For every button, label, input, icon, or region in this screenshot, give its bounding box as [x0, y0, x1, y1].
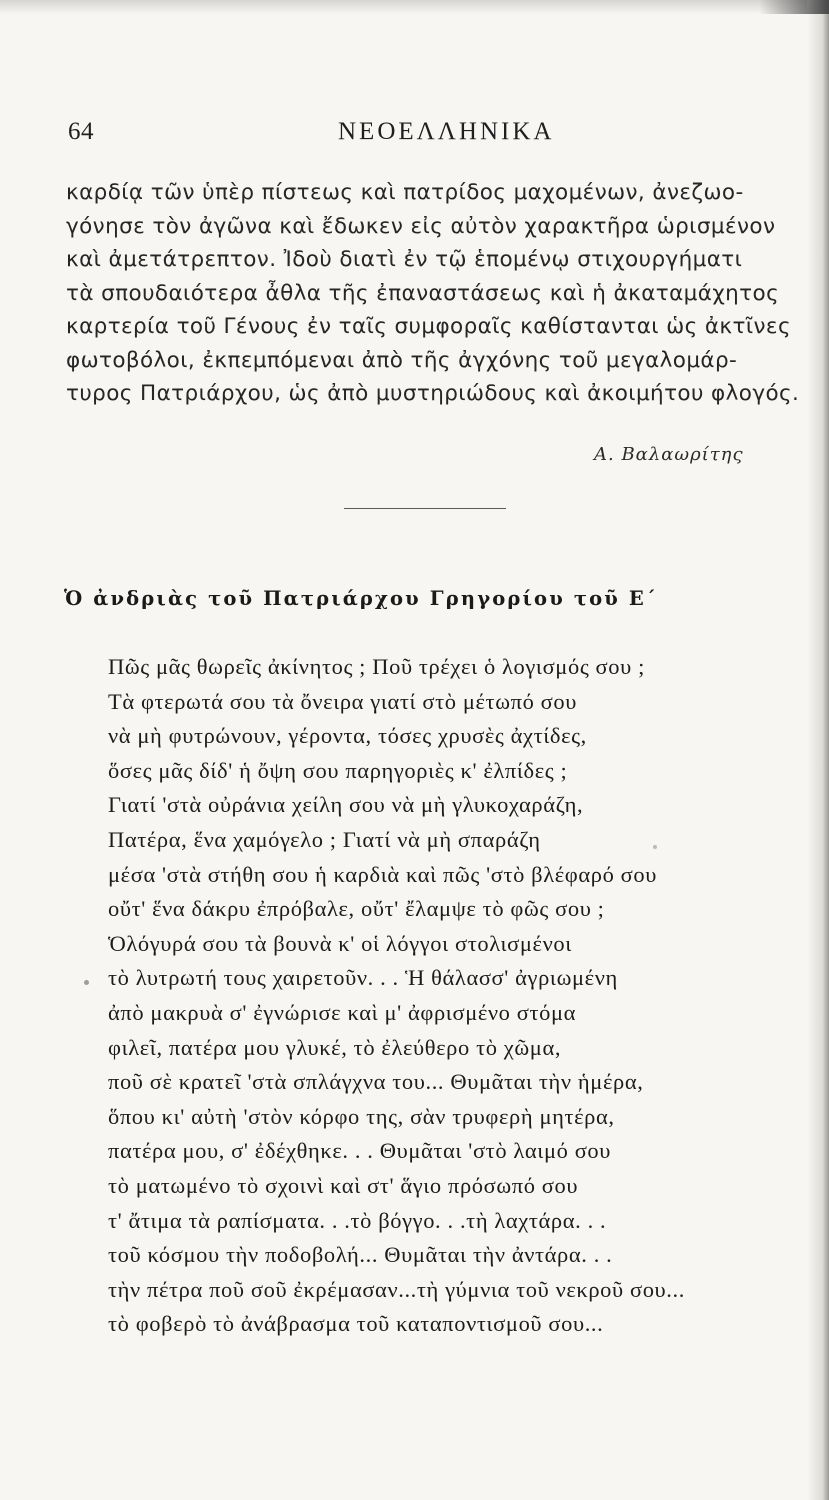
- poem-line: ὅπου κι' αὐτὴ 'στὸν κόρφο της, σὰν τρυφερὴ μητέρα,: [108, 1103, 615, 1129]
- running-head: ΝΕΟΕΛΛΗΝΙΚΑ: [338, 118, 555, 145]
- poem-line: τὸ ματωμένο τὸ σχοινὶ καὶ στ' ἅγιο πρόσωπό σου: [108, 1172, 579, 1198]
- poem-line: ὅσες μᾶς δίδ' ἡ ὄψη σου παρηγοριὲς κ' ἐλπίδες ;: [108, 757, 568, 783]
- poem-title: Ὁ ἀνδριὰς τοῦ Πατριάρχου Γρηγορίου τοῦ Ε΄: [64, 586, 658, 610]
- page-edge-shadow: [0, 0, 829, 14]
- poem-line: Ὁλόγυρά σου τὰ βουνὰ κ' οἱ λόγγοι στολισμένοι: [108, 930, 572, 956]
- prose-line: καρτερία τοῦ Γένους ἐν ταῖς συμφοραῖς καθίστανται ὡς ἀκτῖνες: [66, 314, 791, 339]
- poem-line: τὸ λυτρωτή τους χαιρετοῦν. . . Ἡ θάλασσ' ἀγριωμένη: [108, 965, 618, 991]
- poem-line: νὰ μὴ φυτρώνουν, γέροντα, τόσες χρυσὲς ἀχτίδες,: [108, 723, 587, 749]
- poem-line: Τὰ φτερωτά σου τὰ ὄνειρα γιατί στὸ μέτωπό σου: [108, 688, 577, 714]
- poem-line: οὔτ' ἕνα δάκρυ ἐπρόβαλε, οὔτ' ἔλαμψε τὸ φῶς σου ;: [108, 896, 605, 922]
- page-header: [68, 118, 768, 158]
- prose-line: γόνησε τὸν ἀγῶνα καὶ ἔδωκεν εἰς αὐτὸν χαρακτῆρα ὡρισμένον: [66, 213, 776, 239]
- author-signature: Α. Βαλαωρίτης: [594, 444, 744, 465]
- poem-line: ποῦ σὲ κρατεῖ 'στὰ σπλάγχνα του... Θυμᾶται τὴν ἡμέρα,: [108, 1069, 644, 1095]
- poem-line: τοῦ κόσμου τὴν ποδοβολή... Θυμᾶται τὴν ἀντάρα. . .: [108, 1242, 613, 1268]
- prose-line: τὰ σπουδαιότερα ἆθλα τῆς ἐπαναστάσεως καὶ ἡ ἀκαταμάχητος: [66, 280, 780, 306]
- prose-paragraph: [66, 176, 800, 411]
- poem-line: τὴν πέτρα ποῦ σοῦ ἐκρέμασαν...τὴ γύμνια τοῦ νεκροῦ σου...: [108, 1276, 685, 1302]
- poem-line: ἀπὸ μακρυὰ σ' ἐγνώρισε καὶ μ' ἀφρισμένο στόμα: [108, 999, 577, 1025]
- poem-body: [108, 650, 788, 1342]
- poem-line: πατέρα μου, σ' ἐδέχθηκε. . . Θυμᾶται 'στὸ λαιμό σου: [108, 1138, 612, 1164]
- poem-line: Γιατί 'στὰ οὐράνια χείλη σου νὰ μὴ γλυκοχαράζη,: [108, 792, 584, 818]
- prose-line: καὶ ἀμετάτρεπτον. Ἰδοὺ διατὶ ἐν τῷ ἑπομένῳ στιχουργήματι: [66, 247, 743, 272]
- poem-line: μέσα 'στὰ στήθη σου ἡ καρδιὰ καὶ πῶς 'στὸ βλέφαρό σου: [108, 861, 657, 887]
- poem-line: Πῶς μᾶς θωρεῖς ἀκίνητος ; Ποῦ τρέχει ὁ λογισμός σου ;: [108, 654, 645, 679]
- prose-line: καρδίᾳ τῶν ὑπὲρ πίστεως καὶ πατρίδος μαχομένων, ἀνεζωο-: [66, 180, 744, 205]
- prose-line: τυρος Πατριάρχου, ὡς ἀπὸ μυστηριώδους καὶ ἀκοιμήτου φλογός.: [66, 381, 800, 406]
- page-number: 64: [68, 118, 94, 145]
- section-divider: [344, 508, 506, 509]
- poem-line: φιλεῖ, πατέρα μου γλυκέ, τὸ ἐλεύθερο τὸ χῶμα,: [108, 1034, 562, 1060]
- page-corner: [759, 0, 829, 14]
- poem-line: τ' ἄτιμα τὰ ραπίσματα. . .τὸ βόγγο. . .τὴ λαχτάρα. . .: [108, 1207, 607, 1233]
- poem-line: Πατέρα, ἕνα χαμόγελο ; Γιατί νὰ μὴ σπαράζη: [108, 826, 541, 852]
- paper-speck: [653, 845, 657, 849]
- paper-speck: [84, 980, 89, 985]
- poem-line: τὸ φοβερὸ τὸ ἀνάβρασμα τοῦ καταποντισμοῦ σου...: [108, 1311, 604, 1337]
- prose-line: φωτοβόλοι, ἐκπεμπόμεναι ἀπὸ τῆς ἀγχόνης τοῦ μεγαλομάρ-: [66, 347, 738, 373]
- page-binding-shadow: [807, 0, 829, 1500]
